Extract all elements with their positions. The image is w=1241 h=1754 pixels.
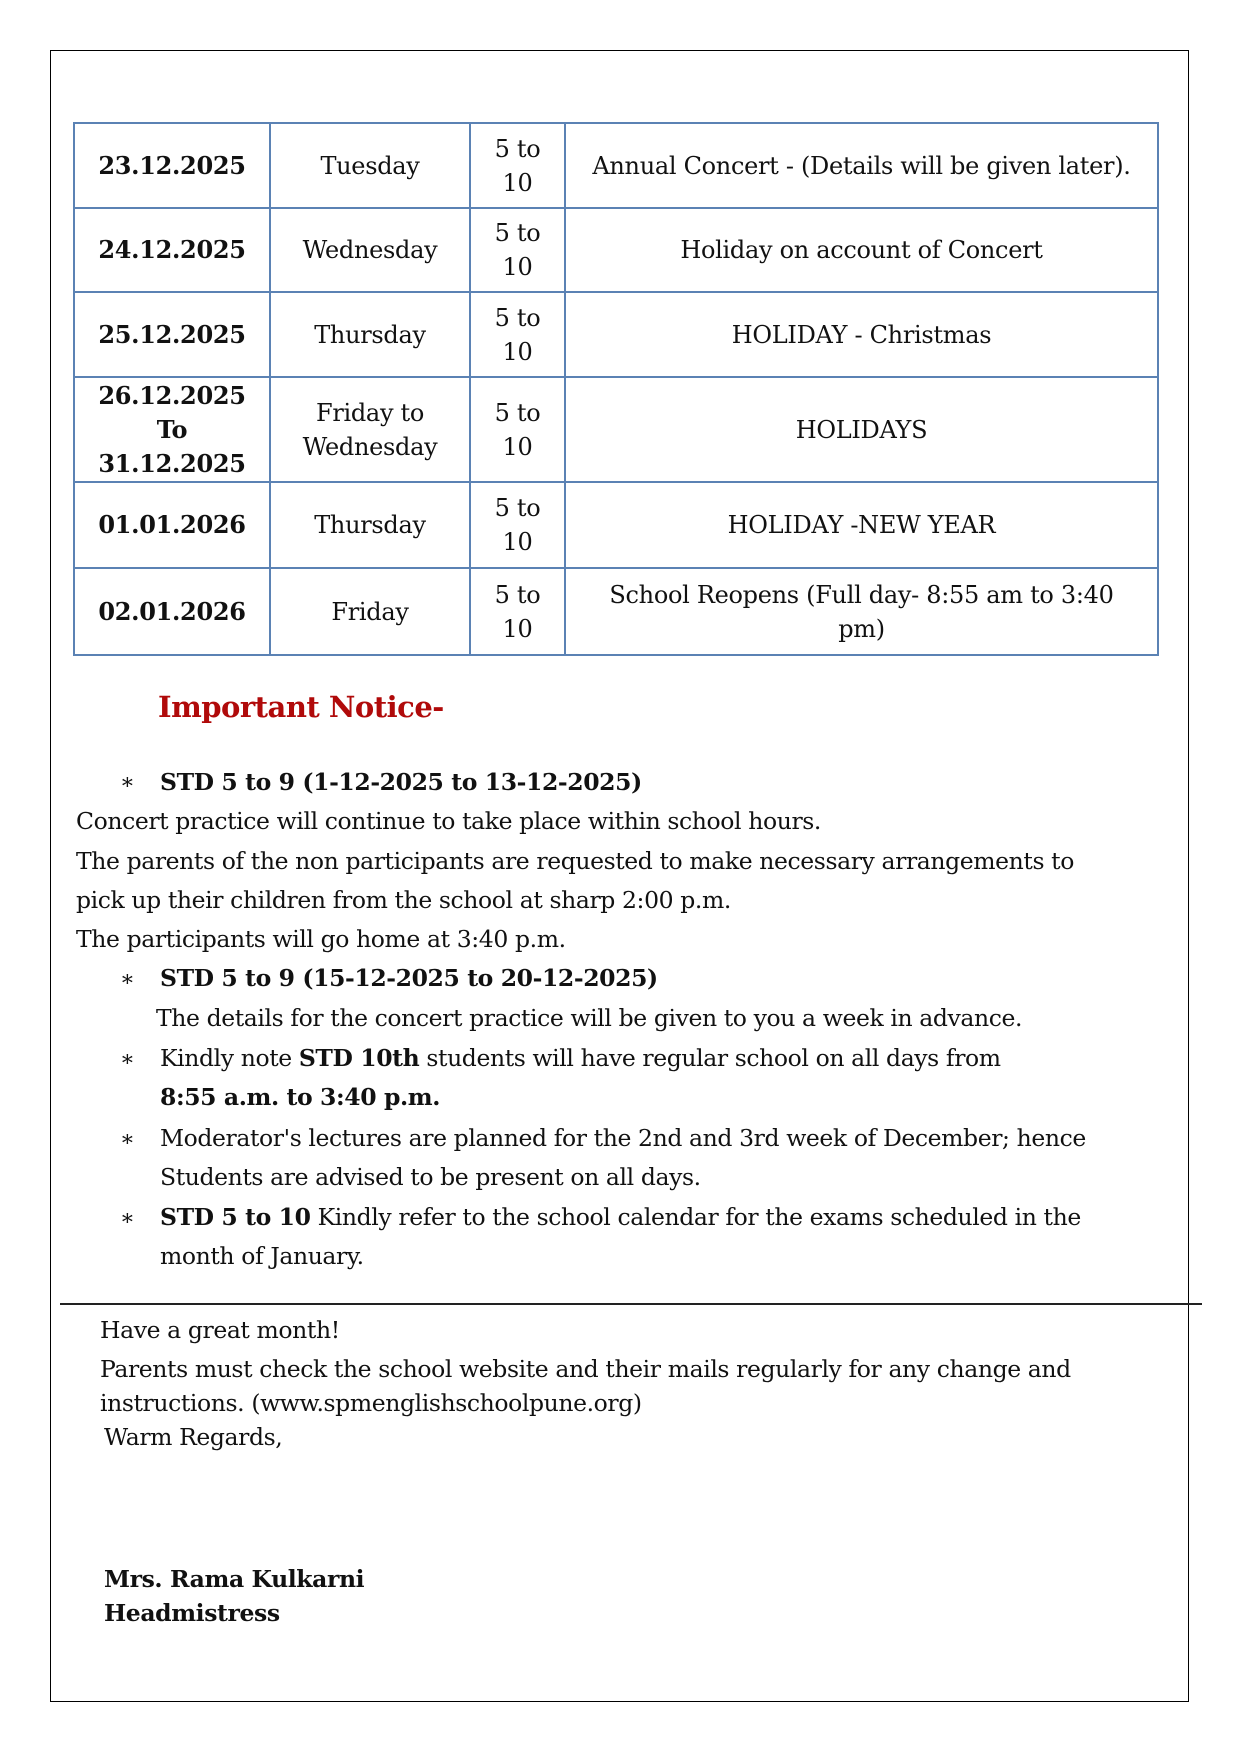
notice-text: STD 5 to 10 Kindly refer to the school calendar for the exams scheduled in the [160, 1203, 1081, 1231]
signatory-title: Headmistress [104, 1599, 280, 1627]
bullet-star-icon: ∗ [120, 967, 135, 992]
bullet-star-icon: ∗ [120, 770, 135, 795]
notice-text: Students are advised to be present on all days. [160, 1163, 701, 1191]
closing: Warm Regards, [104, 1423, 283, 1451]
table-row [74, 377, 1158, 482]
event-cell: HOLIDAY -NEW YEAR [565, 482, 1158, 568]
event-cell: HOLIDAY - Christmas [565, 292, 1158, 377]
day-cell: Friday to Wednesday [270, 377, 470, 482]
notice-text: The details for the concert practice will be given to you a week in advance. [156, 1004, 1023, 1032]
date-cell: 01.01.2026 [74, 482, 270, 568]
notice-text: The participants will go home at 3:40 p.m. [76, 925, 566, 953]
event-cell: Holiday on account of Concert [565, 208, 1158, 292]
table-row [74, 482, 1158, 568]
day-cell: Thursday [270, 292, 470, 377]
std-cell: 5 to 10 [470, 482, 565, 568]
event-cell: School Reopens (Full day- 8:55 am to 3:40 pm) [565, 568, 1158, 655]
std-cell: 5 to 10 [470, 377, 565, 482]
notice-text: month of January. [160, 1242, 364, 1270]
bullet-star-icon: ∗ [120, 1127, 135, 1152]
divider [60, 1303, 1202, 1305]
std-cell: 5 to 10 [470, 568, 565, 655]
bullet-star-icon: ∗ [120, 1047, 135, 1072]
day-cell: Tuesday [270, 123, 470, 208]
notice-item-title: STD 5 to 9 (1-12-2025 to 13-12-2025) [160, 768, 642, 796]
std-cell: 5 to 10 [470, 208, 565, 292]
table-row [74, 208, 1158, 292]
date-cell: 23.12.2025 [74, 123, 270, 208]
greeting: Have a great month! [100, 1316, 340, 1344]
notice-text: Moderator's lectures are planned for the 2nd and 3rd week of December; hence [160, 1124, 1086, 1152]
std-cell: 5 to 10 [470, 292, 565, 377]
instruction-text: instructions. (www.spmenglishschoolpune.org) [100, 1389, 642, 1417]
notice-text: Concert practice will continue to take place within school hours. [76, 807, 822, 835]
date-cell: 24.12.2025 [74, 208, 270, 292]
date-range-cell: 26.12.2025 To 31.12.2025 [74, 377, 270, 482]
notice-text: pick up their children from the school at sharp 2:00 p.m. [76, 886, 731, 914]
day-cell: Thursday [270, 482, 470, 568]
date-cell: 25.12.2025 [74, 292, 270, 377]
table-row [74, 123, 1158, 208]
schedule-table [73, 122, 1159, 656]
table-row [74, 292, 1158, 377]
notice-text: The parents of the non participants are requested to make necessary arrangements to [76, 847, 1074, 875]
day-cell: Wednesday [270, 208, 470, 292]
instruction-text: Parents must check the school website and their mails regularly for any change and [100, 1355, 1071, 1383]
event-cell: HOLIDAYS [565, 377, 1158, 482]
event-cell: Annual Concert - (Details will be given later). [565, 123, 1158, 208]
bullet-star-icon: ∗ [120, 1206, 135, 1231]
std-cell: 5 to 10 [470, 123, 565, 208]
table-row [74, 568, 1158, 655]
date-cell: 02.01.2026 [74, 568, 270, 655]
day-cell: Friday [270, 568, 470, 655]
notice-text: Kindly note STD 10th students will have regular school on all days from [160, 1044, 1001, 1072]
notice-item-title: STD 5 to 9 (15-12-2025 to 20-12-2025) [160, 964, 658, 992]
signatory-name: Mrs. Rama Kulkarni [104, 1565, 365, 1593]
notice-time-range: 8:55 a.m. to 3:40 p.m. [160, 1083, 441, 1111]
important-notice-heading: Important Notice- [158, 690, 444, 724]
